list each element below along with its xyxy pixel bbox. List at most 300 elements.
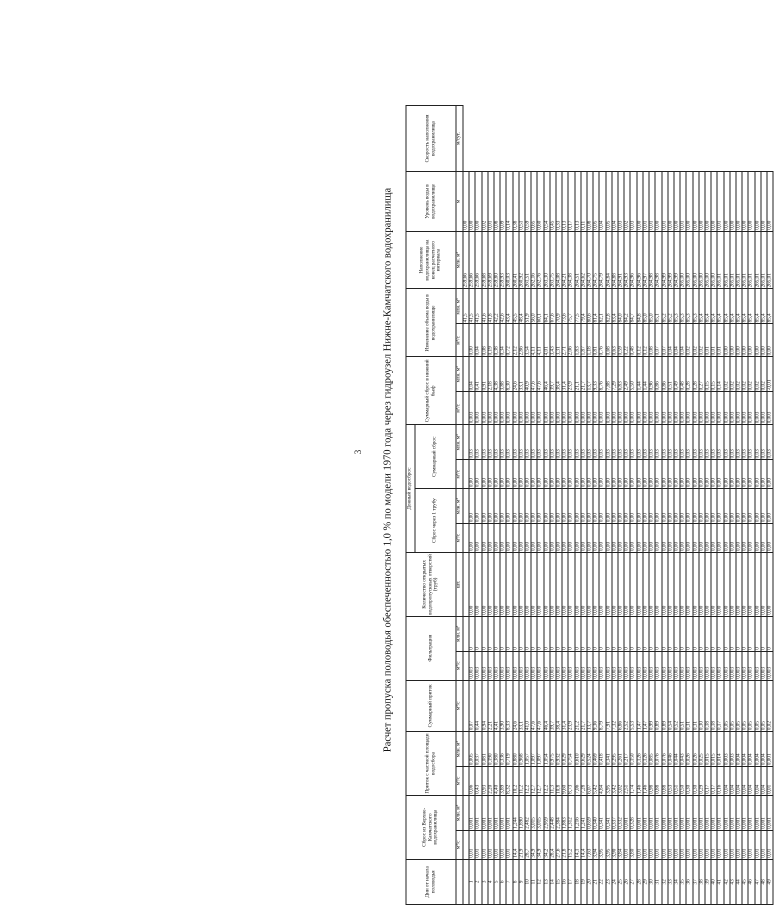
table-cell: 0,004 bbox=[755, 732, 761, 767]
table-cell: 0,00 bbox=[761, 524, 767, 553]
table-cell: 0,001 bbox=[730, 795, 736, 830]
table-cell: 0,03 bbox=[469, 425, 475, 460]
table-cell: 0,03 bbox=[693, 425, 699, 460]
table-cell: 0,001 bbox=[482, 795, 488, 830]
table-cell: 85,2 bbox=[668, 289, 674, 324]
table-cell: 0,00 bbox=[693, 489, 699, 524]
table-cell: 0,01 bbox=[475, 830, 481, 859]
table-cell: 7,32 bbox=[612, 680, 618, 731]
table-cell: 0 bbox=[699, 616, 705, 651]
table-cell: 0,00 bbox=[736, 172, 742, 232]
table-cell: 21,8 bbox=[562, 830, 568, 859]
table-cell: 0,00 bbox=[761, 324, 767, 357]
table-cell: 0,00 bbox=[724, 489, 730, 524]
table-cell: 0,44 bbox=[475, 680, 481, 731]
table-cell: 0,00 bbox=[568, 489, 574, 524]
table-cell: 0,00 bbox=[748, 172, 754, 232]
table-cell: 0,00 bbox=[724, 460, 730, 489]
table-cell: 0,30 bbox=[686, 767, 692, 796]
table-cell: 0,003 bbox=[506, 392, 512, 425]
table-cell: 0,00 bbox=[593, 489, 599, 524]
table-cell: 3,84 bbox=[618, 830, 624, 859]
table-cell: 0,003 bbox=[575, 392, 581, 425]
unit-cell: млн. м³ bbox=[456, 289, 463, 324]
table-cell: 85,0 bbox=[643, 289, 649, 324]
table-cell: 0,01 bbox=[767, 767, 773, 796]
table-cell: 0,98 bbox=[649, 767, 655, 796]
table-cell: 0,50 bbox=[680, 767, 686, 796]
table-cell: 0,93 bbox=[482, 767, 488, 796]
table-cell: 0,52 bbox=[674, 680, 680, 731]
table-cell: 265,01 bbox=[755, 231, 761, 289]
table-cell: 0,03 bbox=[506, 425, 512, 460]
table-cell: 0,003 bbox=[724, 732, 730, 767]
table-cell: 0,01 bbox=[705, 324, 711, 357]
table-cell: 0,01 bbox=[500, 830, 506, 859]
table-cell: 0,51 bbox=[674, 767, 680, 796]
table-cell: 0,59 bbox=[525, 172, 531, 232]
table-cell: 0,004 bbox=[736, 732, 742, 767]
table-cell: 0,00 bbox=[680, 524, 686, 553]
table-cell: 1,18 bbox=[587, 324, 593, 357]
table-cell: 0,001 bbox=[674, 795, 680, 830]
table-cell: 0,00 bbox=[705, 524, 711, 553]
table-cell: 0 bbox=[748, 616, 754, 651]
table-cell: 0,02 bbox=[761, 357, 767, 392]
table-cell: 264,84 bbox=[606, 231, 612, 289]
unit-cell: шт. bbox=[456, 552, 463, 616]
table-cell: 0 bbox=[674, 616, 680, 651]
day-cell: 41 bbox=[717, 859, 723, 904]
table-cell: 34,2 bbox=[544, 830, 550, 859]
table-cell: 0,00 bbox=[544, 489, 550, 524]
table-cell: 34,9 bbox=[537, 830, 543, 859]
table-cell: 0,01 bbox=[662, 830, 668, 859]
table-cell: 0,00 bbox=[686, 172, 692, 232]
table-cell: 12,7 bbox=[531, 767, 537, 796]
header-gate-count: Количество открытых водопропускных отверстий (труб) bbox=[406, 552, 456, 616]
table-cell: 0,126 bbox=[643, 732, 649, 767]
table-cell: 85,4 bbox=[717, 289, 723, 324]
table-cell: 0,00 bbox=[519, 524, 525, 553]
day-cell: 13 bbox=[544, 859, 550, 904]
table-cell: -0,01 bbox=[767, 357, 773, 392]
table-cell: 0,27 bbox=[699, 357, 705, 392]
table-cell: 46,4 bbox=[544, 680, 550, 731]
table-cell: 0,00 bbox=[705, 460, 711, 489]
table-cell: 0 bbox=[531, 616, 537, 651]
table-cell: 0,04 bbox=[612, 172, 618, 232]
table-cell: 1,83 bbox=[575, 324, 581, 357]
table-cell: 0,00 bbox=[494, 524, 500, 553]
table-cell: 0,03 bbox=[525, 425, 531, 460]
table-cell: 0,04 bbox=[736, 767, 742, 796]
unit-cell: м³/с bbox=[456, 524, 463, 553]
table-cell: 5,50 bbox=[630, 357, 636, 392]
table-cell: 3,43 bbox=[550, 324, 556, 357]
table-cell: 14,4 bbox=[513, 830, 519, 859]
table-cell: 0,03 bbox=[649, 425, 655, 460]
table-cell: 0,01 bbox=[649, 172, 655, 232]
table-cell: 0,003 bbox=[513, 651, 519, 680]
table-cell: 0,003 bbox=[506, 651, 512, 680]
table-cell: 0,00 bbox=[550, 489, 556, 524]
table-cell: 0,00 bbox=[655, 172, 661, 232]
table-cell: 0,00 bbox=[506, 489, 512, 524]
table-cell: 0,00 bbox=[668, 552, 674, 616]
table-cell: 0,005 bbox=[469, 732, 475, 767]
table-cell: 0,03 bbox=[680, 425, 686, 460]
table-cell: 265,01 bbox=[767, 231, 773, 289]
table-cell: 0,003 bbox=[724, 651, 730, 680]
table-cell: 23,9 bbox=[568, 680, 574, 731]
table-cell: 0,03 bbox=[587, 425, 593, 460]
table-cell: 0,003 bbox=[748, 651, 754, 680]
table-cell: 0,48 bbox=[680, 357, 686, 392]
table-cell: 0,05 bbox=[755, 680, 761, 731]
table-cell: 33,1 bbox=[519, 357, 525, 392]
table-cell: 0,05 bbox=[761, 680, 767, 731]
table-cell: 0 bbox=[742, 616, 748, 651]
table-cell: 264,62 bbox=[581, 231, 587, 289]
table-cell: 6,86 bbox=[618, 680, 624, 731]
table-cell: 0,01 bbox=[693, 830, 699, 859]
table-cell: 0,003 bbox=[587, 392, 593, 425]
table-cell: 0 bbox=[624, 616, 630, 651]
table-cell: 0,003 bbox=[550, 392, 556, 425]
table-cell: 85,1 bbox=[655, 289, 661, 324]
table-cell: 0,00 bbox=[699, 460, 705, 489]
table-cell: 41,5 bbox=[463, 289, 469, 324]
day-cell: 26 bbox=[624, 859, 630, 904]
table-cell: 0,003 bbox=[761, 651, 767, 680]
table-cell: 0,34 bbox=[500, 324, 506, 357]
table-cell: 0,15 bbox=[705, 357, 711, 392]
table-cell: 2,52 bbox=[624, 680, 630, 731]
table-cell: 0 bbox=[568, 616, 574, 651]
table-cell: 0,01 bbox=[649, 830, 655, 859]
table-cell: 7,63 bbox=[587, 830, 593, 859]
table-cell: 85,4 bbox=[767, 289, 773, 324]
table-cell: 0,00 bbox=[761, 489, 767, 524]
table-cell: 0,003 bbox=[711, 392, 717, 425]
table-cell: 0,01 bbox=[482, 830, 488, 859]
table-cell: 0,01 bbox=[668, 830, 674, 859]
table-cell: 0 bbox=[736, 616, 742, 651]
table-cell: 0,00 bbox=[575, 552, 581, 616]
table-cell: 265,01 bbox=[730, 231, 736, 289]
table-cell: 0,00 bbox=[531, 489, 537, 524]
table-cell: 80,6 bbox=[587, 289, 593, 324]
day-cell: 30 bbox=[649, 859, 655, 904]
table-cell: 0,88 bbox=[655, 767, 661, 796]
table-cell: 0,00 bbox=[693, 524, 699, 553]
table-cell: 0,001 bbox=[761, 795, 767, 830]
table-cell: 0 bbox=[469, 616, 475, 651]
table-cell: 265,01 bbox=[717, 231, 723, 289]
day-cell: 2 bbox=[475, 859, 481, 904]
table-cell: 0,001 bbox=[767, 795, 773, 830]
table-cell: 0,261 bbox=[618, 732, 624, 767]
table-cell: 0,01 bbox=[643, 172, 649, 232]
unit-cell bbox=[456, 859, 463, 904]
table-cell: 0,00 bbox=[612, 460, 618, 489]
table-cell: 0,00 bbox=[643, 524, 649, 553]
table-cell: 10,8 bbox=[556, 767, 562, 796]
table-cell: 0,003 bbox=[742, 651, 748, 680]
table-cell: 0,003 bbox=[488, 392, 494, 425]
day-cell: 28 bbox=[637, 859, 643, 904]
table-cell: 0,01 bbox=[674, 830, 680, 859]
table-cell: 0,026 bbox=[693, 732, 699, 767]
table-cell: 0,003 bbox=[624, 651, 630, 680]
table-cell: 0,94 bbox=[482, 680, 488, 731]
table-cell: 0,03 bbox=[717, 425, 723, 460]
table-cell: 21,9 bbox=[519, 830, 525, 859]
day-cell: 3 bbox=[482, 859, 488, 904]
table-cell: 0,03 bbox=[531, 425, 537, 460]
table-cell: 0,00 bbox=[711, 552, 717, 616]
table-cell: 0,00 bbox=[575, 489, 581, 524]
table-cell: 265,00 bbox=[711, 231, 717, 289]
table-cell: 0,00 bbox=[562, 524, 568, 553]
table-cell: 0,00 bbox=[693, 460, 699, 489]
table-cell: 0 bbox=[606, 616, 612, 651]
table-cell: 81,4 bbox=[593, 289, 599, 324]
table-cell: 0,00 bbox=[494, 489, 500, 524]
table-cell: 0,00 bbox=[494, 460, 500, 489]
table-cell: 0,01 bbox=[655, 830, 661, 859]
table-cell: 0,00 bbox=[568, 460, 574, 489]
table-cell: 264,96 bbox=[630, 231, 636, 289]
table-cell: 0,00 bbox=[730, 552, 736, 616]
table-cell: 0 bbox=[556, 616, 562, 651]
table-cell: 0,03 bbox=[550, 425, 556, 460]
table-cell: 0,05 bbox=[593, 172, 599, 232]
day-cell: 16 bbox=[562, 859, 568, 904]
table-cell: 0,00 bbox=[581, 489, 587, 524]
table-cell: 0,00 bbox=[581, 552, 587, 616]
table-cell: 0 bbox=[488, 616, 494, 651]
table-cell: 0,03 bbox=[537, 425, 543, 460]
table-cell: 0,00 bbox=[482, 552, 488, 616]
table-cell: 0,003 bbox=[693, 392, 699, 425]
table-cell: 0,05 bbox=[730, 680, 736, 731]
table-cell: 0,02 bbox=[624, 172, 630, 232]
table-cell: 0,00 bbox=[519, 489, 525, 524]
table-cell: 0,00 bbox=[587, 552, 593, 616]
table-cell: 264,88 bbox=[612, 231, 618, 289]
table-cell: 47,6 bbox=[531, 357, 537, 392]
table-cell: 0,04 bbox=[730, 767, 736, 796]
table-cell: 3,90 bbox=[500, 680, 506, 731]
table-cell: 0,003 bbox=[475, 651, 481, 680]
table-cell: 0,00 bbox=[599, 460, 605, 489]
table-cell: 0,01 bbox=[711, 830, 717, 859]
table-cell: 0,00 bbox=[537, 552, 543, 616]
table-cell: 0,003 bbox=[475, 392, 481, 425]
table-cell: 0,02 bbox=[724, 357, 730, 392]
table-cell: 47,6 bbox=[537, 680, 543, 731]
table-cell: 85,4 bbox=[711, 289, 717, 324]
table-cell: 0,00 bbox=[593, 552, 599, 616]
table-cell: 0,00 bbox=[531, 524, 537, 553]
table-cell: 0,00 bbox=[755, 524, 761, 553]
table-cell: 0,01 bbox=[767, 830, 773, 859]
table-cell: 0,00 bbox=[767, 489, 773, 524]
table-cell: 0 bbox=[717, 616, 723, 651]
table-cell: 0,126 bbox=[637, 732, 643, 767]
unit-cell: млн. м³ bbox=[456, 231, 463, 289]
table-cell: 0,00 bbox=[544, 524, 550, 553]
table-cell: 0,00 bbox=[581, 460, 587, 489]
table-cell: 0,00 bbox=[513, 552, 519, 616]
table-cell: 0,03 bbox=[581, 425, 587, 460]
table-cell: 0,00 bbox=[686, 460, 692, 489]
table-cell: 0,00 bbox=[469, 460, 475, 489]
table-cell: 260,92 bbox=[519, 231, 525, 289]
table-cell: 0,00 bbox=[463, 172, 469, 232]
table-cell: 0,00 bbox=[767, 460, 773, 489]
table-cell: 0,86 bbox=[655, 357, 661, 392]
table-cell: 0,01 bbox=[730, 830, 736, 859]
table-cell: 260,03 bbox=[506, 231, 512, 289]
table-cell: 3,95 bbox=[606, 767, 612, 796]
table-cell: 0 bbox=[482, 616, 488, 651]
table-cell: 0,001 bbox=[475, 795, 481, 830]
table-cell: 265,00 bbox=[705, 231, 711, 289]
table-cell: 0 bbox=[612, 616, 618, 651]
table-cell: 0,00 bbox=[761, 172, 767, 232]
table-cell: 265,01 bbox=[748, 231, 754, 289]
table-cell: 262,16 bbox=[531, 231, 537, 289]
table-cell: 14,1 bbox=[575, 830, 581, 859]
day-cell: 11 bbox=[531, 859, 537, 904]
table-cell: 0,00 bbox=[755, 172, 761, 232]
table-cell: 0,00 bbox=[767, 324, 773, 357]
table-cell: 0,003 bbox=[500, 392, 506, 425]
unit-cell: млн. м³ bbox=[456, 732, 463, 767]
table-cell: 0,17 bbox=[705, 767, 711, 796]
table-cell: 1,241 bbox=[581, 795, 587, 830]
table-cell: 0,00 bbox=[655, 489, 661, 524]
table-cell: 0,003 bbox=[469, 392, 475, 425]
table-cell: 0,003 bbox=[730, 392, 736, 425]
table-cell: 259,93 bbox=[500, 231, 506, 289]
day-cell: 32 bbox=[662, 859, 668, 904]
table-cell: 264,75 bbox=[593, 231, 599, 289]
table-cell: 0,03 bbox=[662, 425, 668, 460]
table-cell: 39,7 bbox=[550, 357, 556, 392]
table-cell: 0,003 bbox=[575, 651, 581, 680]
table-cell: 0,659 bbox=[587, 795, 593, 830]
table-cell: 0,001 bbox=[699, 795, 705, 830]
table-cell: 0,38 bbox=[513, 172, 519, 232]
day-cell: 31 bbox=[655, 859, 661, 904]
table-cell: 0,00 bbox=[717, 552, 723, 616]
table-cell: 0,003 bbox=[680, 392, 686, 425]
table-cell: 0,037 bbox=[475, 732, 481, 767]
table-cell: 265,00 bbox=[699, 231, 705, 289]
table-cell: 4,41 bbox=[494, 680, 500, 731]
table-cell: 0,001 bbox=[736, 795, 742, 830]
table-cell: 0,28 bbox=[686, 357, 692, 392]
table-cell: 0,45 bbox=[550, 172, 556, 232]
table-cell: 0,04 bbox=[674, 324, 680, 357]
table-cell: 0,08 bbox=[587, 172, 593, 232]
table-cell: 0,001 bbox=[767, 732, 773, 767]
table-cell: 0,00 bbox=[705, 552, 711, 616]
header-total-inflow: Суммарный приток bbox=[406, 680, 456, 731]
day-cell: 4 bbox=[488, 859, 494, 904]
table-cell: 0,00 bbox=[767, 172, 773, 232]
table-cell: 8,73 bbox=[568, 767, 574, 796]
table-cell: 0,02 bbox=[736, 357, 742, 392]
table-cell: 264,97 bbox=[643, 231, 649, 289]
table-cell: 0,00 bbox=[674, 172, 680, 232]
table-cell: 0,00 bbox=[606, 552, 612, 616]
table-cell: 0,00 bbox=[568, 552, 574, 616]
unit-cell: млн. м³ bbox=[456, 616, 463, 651]
table-cell: 0,00 bbox=[755, 552, 761, 616]
table-header bbox=[406, 106, 463, 905]
table-cell: 12,7 bbox=[537, 767, 543, 796]
table-cell: 2,482 bbox=[525, 795, 531, 830]
table-cell: 0,046 bbox=[668, 732, 674, 767]
table-cell: 0,003 bbox=[662, 651, 668, 680]
table-cell: 0,00 bbox=[618, 460, 624, 489]
day-cell: 47 bbox=[755, 859, 761, 904]
table-cell: 0,00 bbox=[699, 524, 705, 553]
table-cell: 0,00 bbox=[537, 524, 543, 553]
table-cell: 2,21 bbox=[488, 680, 494, 731]
table-cell: 1,216 bbox=[575, 795, 581, 830]
table-cell: 265,00 bbox=[693, 231, 699, 289]
table-cell: 0,00 bbox=[693, 172, 699, 232]
table-cell: 0,00 bbox=[717, 524, 723, 553]
day-cell: 14 bbox=[550, 859, 556, 904]
table-cell: 0,003 bbox=[717, 392, 723, 425]
table-cell: 0,00 bbox=[674, 552, 680, 616]
table-cell: 0,003 bbox=[699, 651, 705, 680]
table-cell: 60,1 bbox=[537, 289, 543, 324]
day-cell: 45 bbox=[742, 859, 748, 904]
table-cell: 0,003 bbox=[761, 392, 767, 425]
table-cell: 85,3 bbox=[680, 289, 686, 324]
table-cell: 82,1 bbox=[599, 289, 605, 324]
table-cell: 0,00 bbox=[711, 172, 717, 232]
table-cell: 0,00 bbox=[711, 460, 717, 489]
table-cell: 0,30 bbox=[699, 680, 705, 731]
table-cell: 2,51 bbox=[624, 767, 630, 796]
table-cell: 0 bbox=[581, 616, 587, 651]
table-cell: 0,01 bbox=[724, 830, 730, 859]
table-cell: 0,003 bbox=[482, 651, 488, 680]
table-cell: 264,79 bbox=[599, 231, 605, 289]
table-cell: 0,341 bbox=[606, 795, 612, 830]
table-cell: 0,00 bbox=[581, 524, 587, 553]
table-cell: 0,00 bbox=[755, 324, 761, 357]
table-cell: 0,01 bbox=[755, 830, 761, 859]
unit-cell: млн. м³ bbox=[456, 357, 463, 392]
table-cell: 0 bbox=[643, 616, 649, 651]
day-cell: 25 bbox=[618, 859, 624, 904]
table-cell: 0,02 bbox=[730, 357, 736, 392]
table-cell: 0,003 bbox=[668, 392, 674, 425]
table-cell: 31,4 bbox=[562, 680, 568, 731]
table-cell: 70,9 bbox=[556, 289, 562, 324]
table-cell: 0,00 bbox=[531, 460, 537, 489]
